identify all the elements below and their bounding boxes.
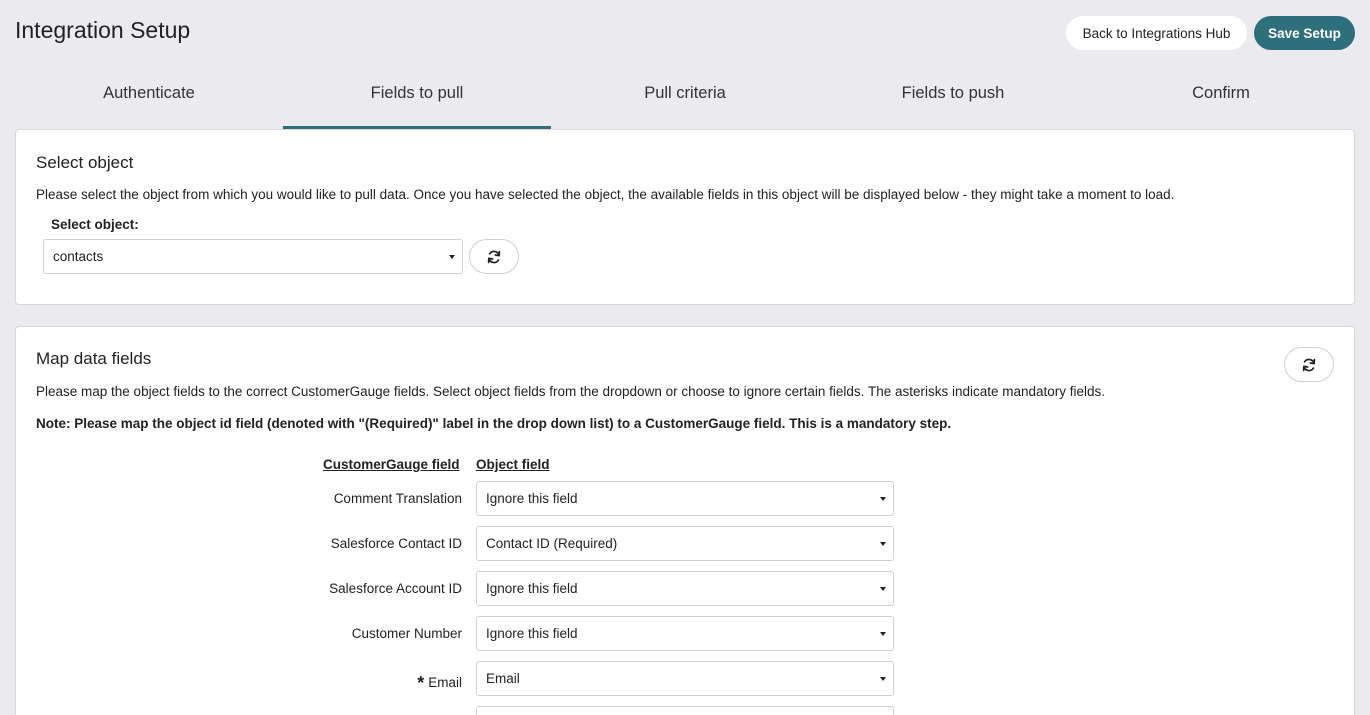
caret-down-icon bbox=[880, 632, 886, 636]
mapping-row bbox=[16, 571, 916, 606]
mapping-label bbox=[417, 671, 462, 692]
mapping-select-value: Email bbox=[486, 671, 520, 686]
tab-authenticate[interactable]: Authenticate bbox=[103, 84, 195, 102]
mapping-label-text: Email bbox=[428, 675, 462, 690]
refresh-icon bbox=[1301, 357, 1317, 373]
mapping-select-value: Ignore this field bbox=[486, 491, 578, 506]
mapping-select[interactable] bbox=[476, 661, 894, 696]
refresh-icon bbox=[486, 249, 502, 265]
mapping-row bbox=[16, 526, 916, 561]
tab-pull-criteria[interactable]: Pull criteria bbox=[644, 84, 726, 102]
mapping-row bbox=[16, 481, 916, 516]
map-data-fields-card bbox=[15, 326, 1355, 715]
mapping-select[interactable] bbox=[476, 526, 894, 561]
tab-fields-to-pull[interactable]: Fields to pull bbox=[283, 78, 551, 129]
required-asterisk-icon: * bbox=[417, 673, 425, 693]
refresh-fields-button[interactable] bbox=[1284, 347, 1334, 382]
mapping-row bbox=[16, 706, 916, 715]
save-setup-button[interactable]: Save Setup bbox=[1254, 16, 1355, 50]
mapping-select-value: Ignore this field bbox=[486, 581, 578, 596]
mapping-label: Salesforce Account ID bbox=[329, 581, 462, 596]
select-object-title: Select object bbox=[36, 153, 134, 172]
tab-fields-to-push[interactable]: Fields to push bbox=[901, 84, 1005, 102]
mapping-select-value: Contact ID (Required) bbox=[486, 536, 618, 551]
select-object-label: Select object: bbox=[51, 217, 139, 232]
mapping-label: Comment Translation bbox=[333, 491, 462, 506]
mapping-label: Customer Number bbox=[351, 626, 462, 641]
select-object-card bbox=[15, 129, 1355, 305]
caret-down-icon bbox=[880, 497, 886, 501]
mapping-select-value: Ignore this field bbox=[486, 626, 578, 641]
caret-down-icon bbox=[880, 587, 886, 591]
mapping-select[interactable] bbox=[476, 706, 894, 715]
back-to-integrations-hub-button[interactable]: Back to Integrations Hub bbox=[1066, 16, 1247, 50]
object-field-header: Object field bbox=[476, 457, 550, 472]
caret-down-icon bbox=[449, 255, 455, 259]
step-tabs bbox=[15, 78, 1355, 129]
mapping-label: Salesforce Contact ID bbox=[330, 536, 462, 551]
caret-down-icon bbox=[880, 542, 886, 546]
map-data-fields-title: Map data fields bbox=[36, 349, 152, 368]
mapping-select[interactable] bbox=[476, 616, 894, 651]
caret-down-icon bbox=[880, 677, 886, 681]
customergauge-field-header: CustomerGauge field bbox=[323, 457, 460, 472]
object-select[interactable] bbox=[43, 239, 463, 274]
mandatory-note: Note: Please map the object id field (denoted with "(Required)" label in the drop down list) to a CustomerGauge field. This is a mandatory step. bbox=[36, 416, 952, 431]
mapping-select[interactable] bbox=[476, 571, 894, 606]
select-object-description: Please select the object from which you would like to pull data. Once you have selected the object, the available fields in this object will be displayed below - they might take a moment to load. bbox=[36, 187, 1175, 202]
page-title: Integration Setup bbox=[15, 17, 191, 43]
mapping-select[interactable] bbox=[476, 481, 894, 516]
tab-confirm[interactable]: Confirm bbox=[1192, 84, 1250, 102]
map-data-fields-description: Please map the object fields to the correct CustomerGauge fields. Select object fields from the dropdown or choose to ignore certain fields. The asterisks indicate mandatory fields. bbox=[36, 384, 1106, 399]
mapping-row bbox=[16, 616, 916, 651]
refresh-objects-button[interactable] bbox=[469, 239, 519, 274]
object-select-value: contacts bbox=[53, 249, 104, 264]
mapping-row bbox=[16, 661, 916, 696]
